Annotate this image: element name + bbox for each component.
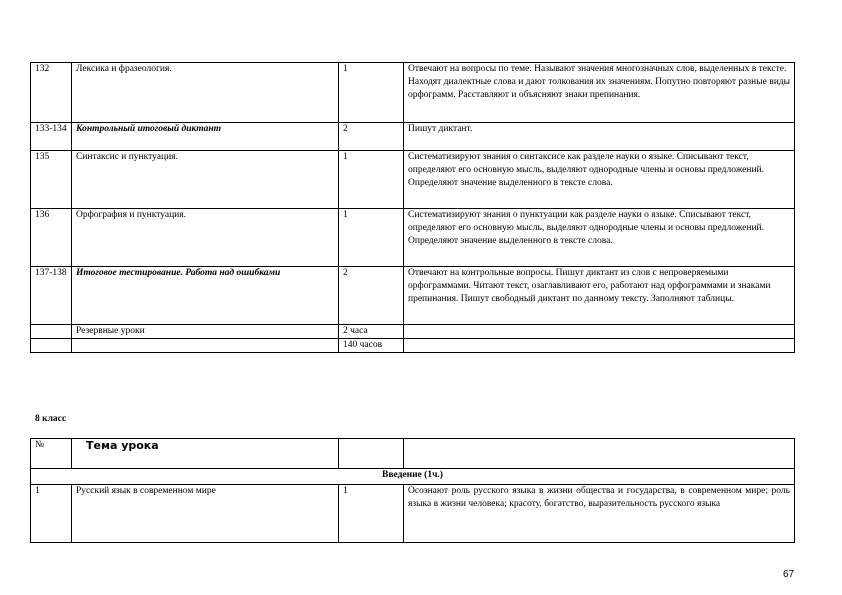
page-number: 67: [783, 569, 795, 580]
lesson-topic: Русский язык в современном мире: [72, 485, 339, 543]
table-row: [31, 267, 795, 325]
lesson-hours: 140 часов: [339, 339, 404, 353]
header-topic: Тема урока: [72, 439, 339, 469]
header-activity: [404, 439, 795, 469]
lesson-number: 133-134: [31, 123, 72, 151]
lesson-topic: Орфография и пунктуация.: [72, 209, 339, 267]
lesson-number: [31, 325, 72, 339]
lesson-number: 137-138: [31, 267, 72, 325]
table-row: [31, 63, 795, 123]
table-row: [31, 339, 795, 353]
curriculum-table-8: [30, 438, 795, 543]
lesson-topic: Итоговое тестирование. Работа над ошибками: [72, 267, 339, 325]
table-header-row: [31, 439, 795, 469]
table-row: [31, 123, 795, 151]
lesson-activity: Отвечают на вопросы по теме. Называют значения многозначных слов, выделенных в тексте. Находят диалектные слова и дают толкования их значениям. Попутно повторяют разные виды орфограмм. Расставляют и объясняют знаки препинания.: [404, 63, 795, 123]
lesson-hours: 2 часа: [339, 325, 404, 339]
lesson-activity: [404, 325, 795, 339]
lesson-hours: 1: [339, 151, 404, 209]
lesson-topic: Контрольный итоговый диктант: [72, 123, 339, 151]
lesson-activity: Отвечают на контрольные вопросы. Пишут диктант из слов с непроверяемыми орфограммами. Читают текст, озаглавливают его, работают над орфограммами и знаками препинания. Пишут свободный диктант по данному тексту. Заполняют таблицы.: [404, 267, 795, 325]
table-row: [31, 485, 795, 543]
lesson-hours: 1: [339, 63, 404, 123]
header-hours: [339, 439, 404, 469]
lesson-activity: Пишут диктант.: [404, 123, 795, 151]
lesson-topic: Лексика и фразеология.: [72, 63, 339, 123]
section-title: 8 класс: [35, 414, 67, 424]
lesson-hours: 1: [339, 485, 404, 543]
header-number: №: [31, 439, 72, 469]
lesson-topic: Резервные уроки: [72, 325, 339, 339]
table-row: [31, 151, 795, 209]
lesson-hours: 2: [339, 267, 404, 325]
lesson-number: 1: [31, 485, 72, 543]
lesson-activity: Систематизируют знания о синтаксисе как разделе науки о языке. Списывают текст, определяют его основную мысль, выделяют однородные члены и основы предложений. Определяют значение выделенного в тексте слова.: [404, 151, 795, 209]
lesson-number: 135: [31, 151, 72, 209]
lesson-activity: Осознают роль русского языка в жизни общества и государства, в современном мире; роль языка в жизни человека; красоту, богатство, выразительность русского языка: [404, 485, 795, 543]
lesson-topic: Синтаксис и пунктуация.: [72, 151, 339, 209]
lesson-number: [31, 339, 72, 353]
lesson-number: 136: [31, 209, 72, 267]
lesson-activity: [404, 339, 795, 353]
lesson-topic: [72, 339, 339, 353]
lesson-hours: 1: [339, 209, 404, 267]
table-row: [31, 209, 795, 267]
lesson-number: 132: [31, 63, 72, 123]
section-subheader: Введение (1ч.): [31, 469, 795, 485]
section-subheader-row: [31, 469, 795, 485]
table-row: [31, 325, 795, 339]
curriculum-table-7: [30, 62, 795, 353]
lesson-hours: 2: [339, 123, 404, 151]
lesson-activity: Систематизируют знания о пунктуации как разделе науки о языке. Списывают текст, определяют его основную мысль, выделяют однородные члены и основы предложений. Определяют значение выделенного в тексте слова.: [404, 209, 795, 267]
